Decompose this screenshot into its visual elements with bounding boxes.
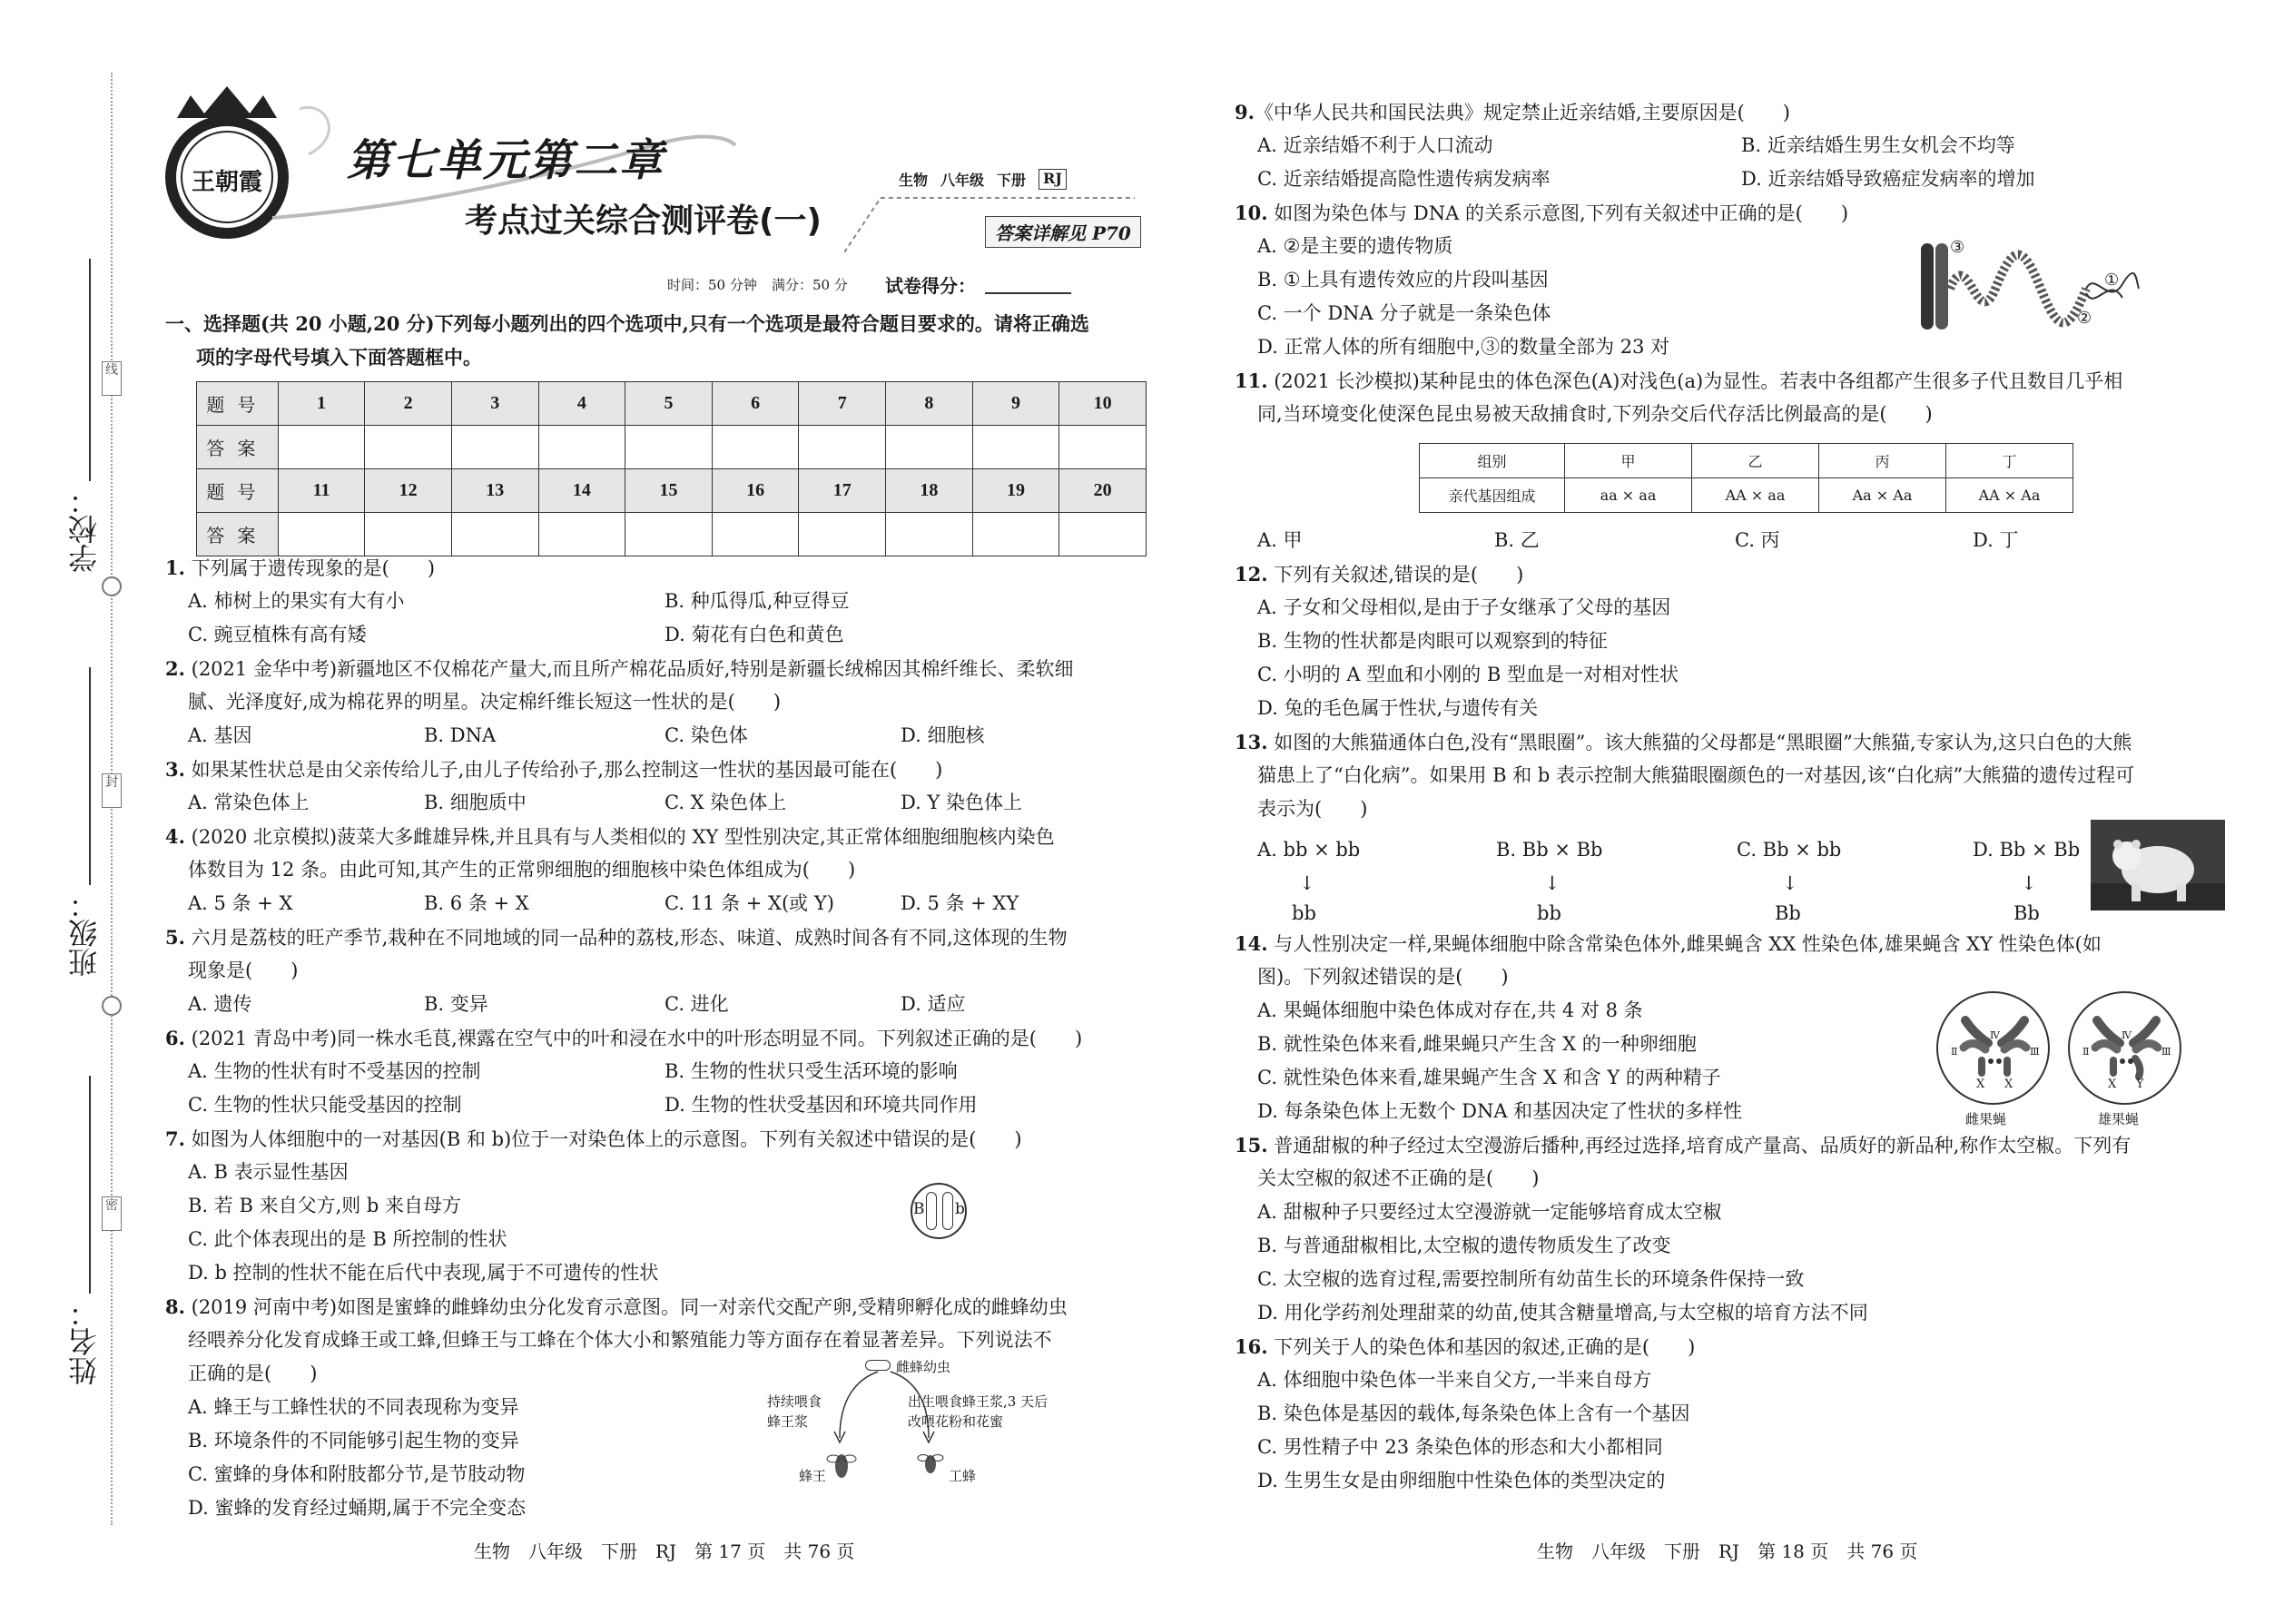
answer-cell-2[interactable] [365,426,452,469]
bee-fig-left-1: 持续喂食 [767,1393,822,1410]
logo-text: 王朝霞 [191,169,262,196]
binding-mark-1: 线 [102,361,122,396]
chapter-title: 第七单元第二章 [347,135,665,186]
q7-label-b: b [955,1200,965,1218]
q13-stem [1235,725,2132,760]
q3-option-c[interactable]: C. X 染色体上 [665,792,787,813]
q1-option-c[interactable]: C. 豌豆植株有高有矮 [188,624,367,645]
q12-stem [1235,557,1523,592]
q11-th-4: 丁 [1946,444,2073,478]
dna-mark-2: ② [2077,309,2092,328]
q1-option-b[interactable]: B. 种瓜得瓜,种豆得豆 [665,590,850,612]
female-fly-label: 雌果蝇 [1965,1111,2007,1127]
q14-option-b[interactable]: B. 就性染色体来看,雌果蝇只产生含 X 的一种卵细胞 [1257,1033,1697,1055]
q2-number: 2. [165,657,185,680]
q3-option-d[interactable]: D. Y 染色体上 [901,792,1022,813]
school-line[interactable] [89,259,91,481]
q13-arrow-a: ↓ [1299,872,1315,894]
school-label: 学校： [67,486,102,573]
answer-reference: 答案详解见 P70 [985,216,1141,248]
q3-option-a[interactable]: A. 常染色体上 [188,792,310,813]
answer-cell-20[interactable] [1059,513,1147,556]
male-iii: Ⅲ [2161,1046,2171,1058]
answer-cell-9[interactable] [972,426,1059,469]
q11-cell-3: Aa × Aa [1819,478,1946,513]
answer-cell-17[interactable] [799,513,886,556]
q11-option-d[interactable]: D. 丁 [1973,529,2019,551]
q11-text-1: (2021 长沙模拟)某种昆虫的体色深色(A)对浅色(a)为显性。若表中各组都产生很多子代且数目几乎相 [1274,370,2123,392]
q14-number: 14. [1235,932,1268,955]
q2-text-2: 腻、光泽度好,成为棉花界的明星。决定棉纤维长短这一性状的是( ) [188,691,782,713]
male-fly-label: 雄果蝇 [2098,1111,2140,1127]
answer-cell-6[interactable] [712,426,799,469]
row-label-ans: 答案 [197,513,279,556]
q7-chromosome-figure [911,1183,967,1239]
q6-option-a[interactable]: A. 生物的性状有时不受基因的控制 [188,1060,481,1082]
q3-option-b[interactable]: B. 细胞质中 [424,792,527,813]
q5-text-2: 现象是( ) [188,960,299,981]
q2-option-b[interactable]: B. DNA [424,724,497,746]
answer-grid-num-row-1 [197,382,1147,426]
q8-stem [165,1290,1068,1324]
row-label-ans: 答案 [197,426,279,469]
q4-text-1: (2020 北京模拟)菠菜大多雌雄异株,并且具有与人类相似的 XY 型性别决定,其正常体细胞细胞核内染色 [191,826,1055,848]
qnum-16: 16 [712,469,799,513]
q4-stem [165,820,1055,854]
row-label-num: 题号 [197,469,279,513]
q5-option-b[interactable]: B. 变异 [424,993,488,1015]
q5-text-1: 六月是荔枝的旺产季节,栽种在不同地域的同一品种的荔枝,形态、味道、成熟时间各有不同,这体现的生物 [191,927,1068,949]
q14-option-d[interactable]: D. 每条染色体上无数个 DNA 和基因决定了性状的多样性 [1257,1100,1743,1122]
q4-option-b[interactable]: B. 6 条 + X [424,892,529,914]
q15-stem [1235,1128,2131,1163]
q15-option-b[interactable]: B. 与普通甜椒相比,太空椒的遗传物质发生了改变 [1257,1235,1671,1256]
qnum-6: 6 [712,382,799,426]
q11-option-c[interactable]: C. 丙 [1735,529,1780,551]
qnum-10: 10 [1059,382,1147,426]
q9-number: 9. [1235,101,1255,123]
score-label: 试卷得分： [885,275,976,297]
qnum-3: 3 [451,382,538,426]
qnum-12: 12 [365,469,452,513]
q5-option-c[interactable]: C. 进化 [665,993,729,1015]
bee-fig-right-1: 出生喂食蜂王浆,3 天后 [908,1393,1049,1410]
q15-text-2: 关太空椒的叙述不正确的是( ) [1257,1167,1540,1189]
tag-term: 下册 [997,172,1027,189]
q11-table-header [1420,444,2073,478]
footer-right: 生物 八年级 下册 RJ 第 18 页 共 76 页 [1537,1540,1918,1562]
exam-title: 考点过关综合测评卷(一) [465,202,822,240]
row-label-num: 题号 [197,382,279,426]
tag-subject: 生物 [899,172,929,189]
q6-option-c[interactable]: C. 生物的性状只能受基因的控制 [188,1094,462,1116]
qnum-13: 13 [451,469,538,513]
female-iv: Ⅳ [1990,1029,2000,1041]
q15-option-a[interactable]: A. 甜椒种子只要经过太空漫游就一定能够培育成太空椒 [1257,1201,1722,1223]
male-y: Y [2136,1078,2144,1091]
q8-option-a[interactable]: A. 蜂王与工蜂性状的不同表现称为变异 [188,1396,519,1418]
tag-edition: RJ [1039,169,1067,190]
time-limit: 时间：50 分钟 [667,277,757,293]
q15-number: 15. [1235,1134,1268,1156]
male-fly-karyotype [2068,991,2181,1105]
qnum-4: 4 [538,382,625,426]
qnum-17: 17 [799,469,886,513]
male-x: X [2108,1078,2117,1091]
q14-option-a[interactable]: A. 果蝇体细胞中染色体成对存在,共 4 对 8 条 [1257,999,1643,1021]
subject-tag [899,169,1067,190]
q15-option-c[interactable]: C. 太空椒的选育过程,需要控制所有幼苗生长的环境条件保持一致 [1257,1268,1805,1290]
qnum-14: 14 [538,469,625,513]
q7-chromosome-right [942,1192,953,1230]
q2-option-d[interactable]: D. 细胞核 [901,724,985,746]
q16-number: 16. [1235,1335,1268,1358]
qnum-8: 8 [886,382,973,426]
q14-text-1: 与人性别决定一样,果蝇体细胞中除含常染色体外,雌果蝇含 XX 性染色体,雄果蝇含 XY 性染色体(如 [1274,933,2102,955]
q10-text: 如图为染色体与 DNA 的关系示意图,下列有关叙述中正确的是( ) [1274,202,1849,224]
q13-result-c: Bb [1775,902,1801,924]
q10-stem [1235,196,1848,231]
q13-option-a[interactable]: A. bb × bb [1257,839,1361,861]
q1-option-a[interactable]: A. 柿树上的果实有大有小 [188,590,405,612]
score-field[interactable] [985,292,1071,294]
q13-arrow-b: ↓ [1544,872,1561,894]
bee-fig-right-2: 改喂花粉和花蜜 [908,1413,1004,1430]
q1-stem [165,551,435,586]
q9-option-b[interactable]: B. 近亲结婚生男生女机会不均等 [1741,134,2015,156]
queen-bee-icon [826,1448,857,1479]
bee-fig-queen: 蜂王 [799,1468,827,1484]
answer-cell-1[interactable] [278,426,365,469]
q7-option-b[interactable]: B. 若 B 来自父方,则 b 来自母方 [188,1195,462,1216]
q11-text-2: 同,当环境变化使深色昆虫易被天敌捕食时,下列杂交后代存活比例最高的是( ) [1257,403,1933,425]
q14-option-c[interactable]: C. 就性染色体来看,雄果蝇产生含 X 和含 Y 的两种精子 [1257,1067,1721,1088]
q4-option-d[interactable]: D. 5 条 + XY [901,892,1019,914]
q13-text-1: 如图的大熊猫通体白色,没有“黑眼圈”。该大熊猫的父母都是“黑眼圈”大熊猫,专家认为,这只白色的大熊 [1274,732,2132,753]
q5-stem [165,920,1068,955]
q8-option-d[interactable]: D. 蜜蜂的发育经过蛹期,属于不完全变态 [188,1497,527,1519]
q13-text-3: 表示为( ) [1257,798,1368,820]
answer-cell-4[interactable] [538,426,625,469]
q2-text-1: (2021 金华中考)新疆地区不仅棉花产量大,而且所产棉花品质好,特别是新疆长绒棉因其棉纤维长、柔软细 [191,658,1074,680]
q11-th-2: 乙 [1692,444,1819,478]
footer-left: 生物 八年级 下册 RJ 第 17 页 共 76 页 [474,1540,855,1562]
q11-cell-4: AA × Aa [1946,478,2073,513]
binding-hole-2 [102,996,122,1016]
q13-result-d: Bb [2013,902,2040,924]
answer-cell-18[interactable] [886,513,973,556]
binding-mark-2: 封 [102,773,122,808]
q6-text: (2021 青岛中考)同一株水毛茛,裸露在空气中的叶和浸在水中的叶形态明显不同。下列叙述正确的是( ) [191,1028,1083,1049]
qnum-2: 2 [365,382,452,426]
q5-option-d[interactable]: D. 适应 [901,993,966,1015]
answer-cell-15[interactable] [625,513,713,556]
q15-option-d[interactable]: D. 用化学药剂处理甜菜的幼苗,使其含糖量增高,与太空椒的培育方法不同 [1257,1302,1868,1324]
q2-option-c[interactable]: C. 染色体 [665,724,748,746]
q13-result-a: bb [1292,902,1316,924]
q13-arrow-d: ↓ [2021,872,2037,894]
answer-cell-11[interactable] [278,513,365,556]
q7-option-c[interactable]: C. 此个体表现出的是 B 所控制的性状 [188,1228,507,1250]
answer-grid [196,381,1147,556]
full-score: 满分：50 分 [772,277,848,293]
q12-option-c[interactable]: C. 小明的 A 型血和小刚的 B 型血是一对相对性状 [1257,664,1679,685]
q6-stem [165,1021,1082,1056]
q8-number: 8. [165,1295,185,1318]
q9-option-c[interactable]: C. 近亲结婚提高隐性遗传病发病率 [1257,168,1551,190]
q7-option-d[interactable]: D. b 控制的性状不能在后代中表现,属于不可遗传的性状 [188,1262,659,1284]
answer-cell-5[interactable] [625,426,713,469]
q8-option-c[interactable]: C. 蜜蜂的身体和附肢都分节,是节肢动物 [188,1463,526,1485]
q12-option-a[interactable]: A. 子女和父母相似,是由于子女继承了父母的基因 [1257,596,1671,618]
q16-text: 下列关于人的染色体和基因的叙述,正确的是( ) [1274,1336,1696,1358]
tag-grade: 八年级 [940,172,985,189]
q9-option-d[interactable]: D. 近亲结婚导致癌症发病率的增加 [1741,168,2035,190]
q11-th-3: 丙 [1819,444,1946,478]
q7-chromosome-left [926,1192,937,1230]
answer-cell-13[interactable] [451,513,538,556]
q11-option-b[interactable]: B. 乙 [1494,529,1540,551]
q13-option-d[interactable]: D. Bb × Bb [1973,839,2081,861]
q16-stem [1235,1330,1695,1364]
q2-option-a[interactable]: A. 基因 [188,724,252,746]
q16-option-d[interactable]: D. 生男生女是由卵细胞中性染色体的类型决定的 [1257,1470,1666,1491]
answer-cell-16[interactable] [712,513,799,556]
answer-cell-19[interactable] [972,513,1059,556]
q10-option-d[interactable]: D. 正常人体的所有细胞中,③的数量全部为 23 对 [1257,336,1670,358]
q10-option-b[interactable]: B. ①上具有遗传效应的片段叫基因 [1257,269,1549,290]
name-label: 姓名： [67,1298,102,1385]
q3-text: 如果某性状总是由父亲传给儿子,由儿子传给孙子,那么控制这一性状的基因最可能在( ) [191,759,943,781]
answer-grid-num-row-2 [197,469,1147,513]
bee-fig-left-2: 蜂王浆 [767,1413,809,1430]
class-label: 班级： [67,890,102,977]
q8-text-2: 经喂养分化发育成蜂王或工蜂,但蜂王与工蜂在个体大小和繁殖能力等方面存在着显著差异。下列说法不 [188,1329,1052,1351]
section-intro-2: 项的字母代号填入下面答题框中。 [196,346,482,369]
q6-option-d[interactable]: D. 生物的性状受基因和环境共同作用 [665,1094,978,1116]
dna-mark-3: ③ [1950,238,1965,257]
q16-option-b[interactable]: B. 染色体是基因的载体,每条染色体上含有一个基因 [1257,1403,1690,1424]
q16-option-a[interactable]: A. 体细胞中染色体一半来自父方,一半来自母方 [1257,1369,1652,1391]
q13-number: 13. [1235,731,1268,753]
q11-table-row [1420,478,2073,513]
q9-text: 《中华人民共和国民法典》规定禁止近亲结婚,主要原因是( ) [1254,102,1790,123]
qnum-20: 20 [1059,469,1147,513]
female-x2: X [2004,1078,2013,1091]
female-x1: X [1976,1078,1985,1091]
q13-text-2: 猫患上了“白化病”。如果用 B 和 b 表示控制大熊猫眼圈颜色的一对基因,该“白化病”大熊猫的遗传过程可 [1257,764,2135,786]
q12-option-b[interactable]: B. 生物的性状都是肉眼可以观察到的特征 [1257,630,1608,652]
q14-text-2: 图)。下列叙述错误的是( ) [1257,966,1509,988]
answer-cell-12[interactable] [365,513,452,556]
q10-option-c[interactable]: C. 一个 DNA 分子就是一条染色体 [1257,302,1551,324]
q7-text: 如图为人体细胞中的一对基因(B 和 b)位于一对染色体上的示意图。下列有关叙述中错误的是( ) [191,1128,1022,1150]
q11-number: 11. [1235,369,1268,392]
right-page [1147,0,2293,1624]
q5-option-a[interactable]: A. 遗传 [188,993,252,1015]
q16-option-c[interactable]: C. 男性精子中 23 条染色体的形态和大小都相同 [1257,1436,1663,1458]
q14-stem [1235,927,2102,961]
bee-fig-worker: 工蜂 [949,1468,977,1484]
answer-cell-10[interactable] [1059,426,1147,469]
q11-row-label: 亲代基因组成 [1420,478,1565,513]
q11-stem [1235,364,2122,399]
answer-grid-ans-row-1 [197,426,1147,469]
answer-grid-ans-row-2 [197,513,1147,556]
q7-stem [165,1122,1022,1156]
q8-text-3: 正确的是( ) [188,1363,318,1384]
male-ii: Ⅱ [2082,1046,2090,1058]
qnum-5: 5 [625,382,713,426]
q10-dna-figure [1914,234,2141,343]
q4-number: 4. [165,825,185,848]
q13-option-c[interactable]: C. Bb × bb [1737,839,1842,861]
q8-text-1: (2019 河南中考)如图是蜜蜂的雌蜂幼虫分化发育示意图。同一对亲代交配产卵,受精卵孵化成的雌蜂幼虫 [191,1296,1068,1318]
qnum-19: 19 [972,469,1059,513]
q1-option-d[interactable]: D. 菊花有白色和黄色 [665,624,844,645]
qnum-15: 15 [625,469,713,513]
q8-option-b[interactable]: B. 环境条件的不同能够引起生物的变异 [188,1430,519,1452]
q1-number: 1. [165,556,185,579]
name-line[interactable] [89,1076,91,1294]
q11-genotype-table [1419,443,2073,513]
q4-option-a[interactable]: A. 5 条 + X [188,892,293,914]
q7-label-B: B [913,1200,925,1218]
qnum-11: 11 [278,469,365,513]
class-line[interactable] [89,667,91,885]
q3-stem [165,753,942,787]
female-fly-karyotype [1936,991,2050,1105]
q1-text: 下列属于遗传现象的是( ) [191,557,436,579]
answer-cell-8[interactable] [886,426,973,469]
q12-number: 12. [1235,563,1268,586]
q13-arrow-c: ↓ [1782,872,1798,894]
q4-option-c[interactable]: C. 11 条 + X(或 Y) [665,892,834,914]
female-ii: Ⅱ [1951,1046,1958,1058]
qnum-1: 1 [278,382,365,426]
answer-cell-7[interactable] [799,426,886,469]
section-intro-1: 一、选择题(共 20 小题,20 分)下列每小题列出的四个选项中,只有一个选项是最符合题目要求的。请将正确选 [165,312,1089,335]
female-iii: Ⅲ [2030,1046,2040,1058]
q10-number: 10. [1235,202,1268,224]
answer-cell-14[interactable] [538,513,625,556]
q6-number: 6. [165,1027,185,1049]
q11-th-group: 组别 [1420,444,1565,478]
q7-option-a[interactable]: A. B 表示显性基因 [188,1161,349,1183]
q13-result-b: bb [1537,902,1561,924]
q11-cell-1: aa × aa [1565,478,1692,513]
q11-option-a[interactable]: A. 甲 [1257,529,1303,551]
binding-hole-1 [102,576,122,596]
q5-number: 5. [165,926,185,949]
q12-text: 下列有关叙述,错误的是( ) [1274,564,1524,586]
bee-fig-arrows [822,1370,967,1452]
male-iv: Ⅳ [2122,1029,2132,1041]
q10-option-a[interactable]: A. ②是主要的遗传物质 [1257,235,1453,257]
q9-option-a[interactable]: A. 近亲结婚不利于人口流动 [1257,134,1493,156]
q6-option-b[interactable]: B. 生物的性状只受生活环境的影响 [665,1060,958,1082]
qnum-7: 7 [799,382,886,426]
q13-option-b[interactable]: B. Bb × Bb [1496,839,1603,861]
qnum-18: 18 [886,469,973,513]
q8-bee-figure [767,1357,1112,1493]
q9-stem [1235,95,1790,130]
q11-th-1: 甲 [1565,444,1692,478]
bee-fig-larva: 雌蜂幼虫 [896,1359,951,1375]
binding-mark-3: 密 [102,1196,122,1231]
q15-text-1: 普通甜椒的种子经过太空漫游后播种,再经过选择,培育成产量高、品质好的新品种,称作太空椒。下列有 [1274,1135,2132,1156]
q2-stem [165,652,1073,686]
qnum-9: 9 [972,382,1059,426]
q4-text-2: 体数目为 12 条。由此可知,其产生的正常卵细胞的细胞核中染色体组成为( ) [188,859,856,881]
q11-cell-2: AA × aa [1692,478,1819,513]
dna-mark-1: ① [2104,271,2120,290]
answer-cell-3[interactable] [451,426,538,469]
q13-panda-photo [2091,820,2225,910]
q3-number: 3. [165,758,185,781]
q12-option-d[interactable]: D. 兔的毛色属于性状,与遗传有关 [1257,697,1539,719]
worker-bee-icon [917,1448,944,1475]
q7-number: 7. [165,1127,185,1150]
